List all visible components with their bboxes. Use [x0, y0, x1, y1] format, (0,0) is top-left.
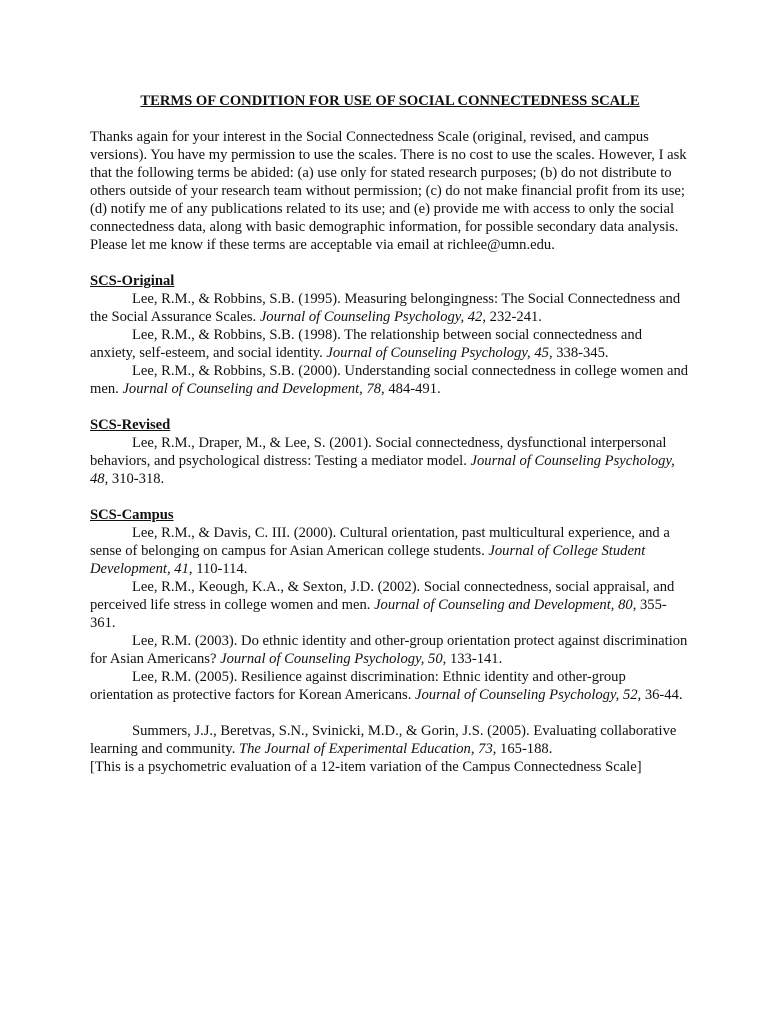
intro-paragraph: Thanks again for your interest in the Social Connectedness Scale (original, revised, and campus versions). You have my permission to use the scales. There is no cost to use the scales. However, I ask that the following terms be abided: (a) use only for stated research purposes; (b) do not distribute to others outside of your research team without permission; (c) do not make financial profit from its use; (d) notify me of any publications related to its use; and (e) provide me with access to only the social connectedness data, along with basic demographic information, for possible secondary data analysis. Please let me know if these terms are acceptable via email at richlee@umn.edu. — [90, 129, 687, 253]
document-body — [90, 92, 690, 776]
journal-name: Journal of Counseling Psychology, 50 — [220, 651, 443, 667]
journal-name: Journal of Counseling Psychology, 48 — [90, 453, 675, 487]
journal-name: Journal of Counseling Psychology, 42 — [259, 309, 483, 325]
reference-item: Lee, R.M., & Davis, C. III. (2000). Cultural orientation, past multicultural experience, and a sense of belonging on campus for Asian American college students. Journal of College Student Development, 41, 110-114. — [90, 525, 670, 577]
journal-name: The Journal of Experimental Education, 73 — [239, 741, 493, 757]
reference-item: Lee, R.M., Keough, K.A., & Sexton, J.D. (2002). Social connectedness, social appraisal, and perceived life stress in college women and men. Journal of Counseling and Development, 80, 355-361. — [90, 579, 675, 631]
reference-item: Lee, R.M., & Robbins, S.B. (1998). The relationship between social connectedness and anxiety, self-esteem, and social identity. Journal of Counseling Psychology, 45, 338-345. — [90, 327, 643, 361]
journal-name: Journal of College Student Development, 41 — [90, 543, 646, 577]
section-heading: SCS-Revised — [90, 417, 171, 433]
reference-item: Lee, R.M. (2003). Do ethnic identity and other-group orientation protect against discrimination for Asian Americans? Journal of Counseling Psychology, 50, 133-141. — [90, 633, 688, 667]
section-heading: SCS-Original — [90, 273, 175, 289]
section-scs-revised — [90, 416, 690, 488]
reference-item: Lee, R.M. (2005). Resilience against discrimination: Ethnic identity and other-group orientation as protective factors for Korean Americans. Journal of Counseling Psychology, 52, 36-44. — [90, 669, 683, 703]
reference-note: [This is a psychometric evaluation of a 12-item variation of the Campus Connectedness Scale] — [90, 759, 642, 775]
reference-item: Summers, J.J., Beretvas, S.N., Svinicki, M.D., & Gorin, J.S. (2005). Evaluating collaborative learning and community. The Journal of Experimental Education, 73, 165-188. — [90, 723, 677, 757]
section-scs-campus — [90, 506, 690, 704]
reference-item: Lee, R.M., & Robbins, S.B. (1995). Measuring belongingness: The Social Connectedness and the Social Assurance Scales. Journal of Counseling Psychology, 42, 232-241. — [90, 291, 681, 325]
reference-item: Lee, R.M., & Robbins, S.B. (2000). Understanding social connectedness in college women and men. Journal of Counseling and Development, 78, 484-491. — [90, 363, 689, 397]
journal-name: Journal of Counseling Psychology, 45 — [326, 345, 549, 361]
additional-reference — [90, 722, 690, 776]
journal-name: Journal of Counseling and Development, 78 — [122, 381, 382, 397]
reference-item: Lee, R.M., Draper, M., & Lee, S. (2001). Social connectedness, dysfunctional interpersonal behaviors, and psychological distress: Testing a mediator model. Journal of Counseling Psychology, 48, 310-318. — [90, 435, 675, 487]
section-heading: SCS-Campus — [90, 507, 174, 523]
section-scs-original — [90, 272, 690, 398]
document-title: TERMS OF CONDITION FOR USE OF SOCIAL CONNECTEDNESS SCALE — [140, 93, 640, 109]
journal-name: Journal of Counseling and Development, 80 — [374, 597, 633, 613]
journal-name: Journal of Counseling Psychology, 52, — [415, 687, 642, 703]
